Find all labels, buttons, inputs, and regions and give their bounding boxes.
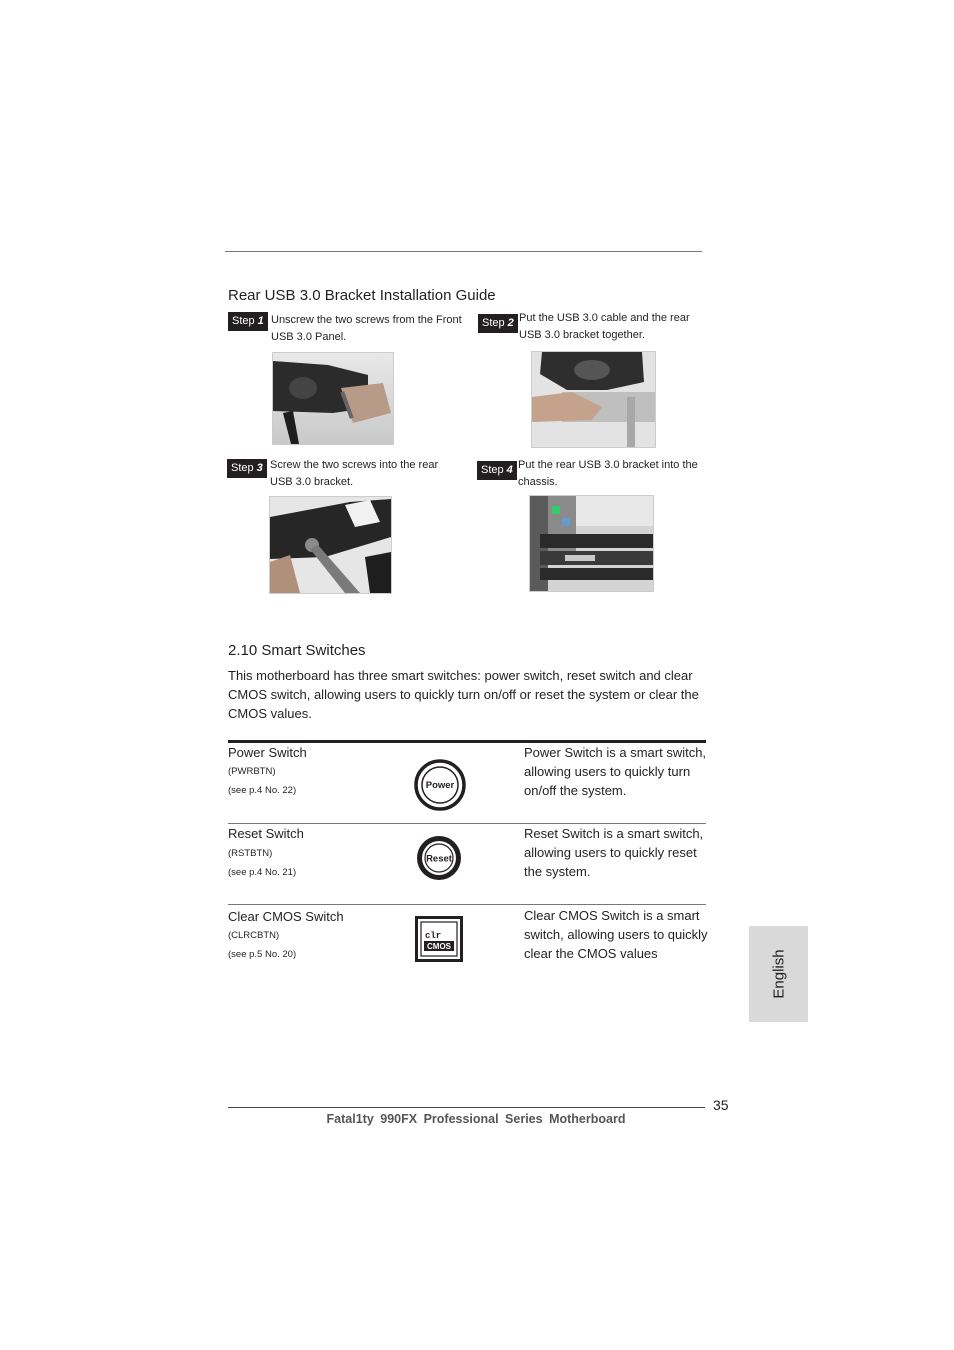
- clear-cmos-switch-description: Clear CMOS Switch is a smart switch, allowing users to quickly clear the CMOS values: [524, 908, 708, 961]
- step-1-photo: [272, 352, 394, 445]
- step-badge-word: Step: [232, 315, 255, 327]
- power-switch-name: Power Switch: [228, 745, 307, 760]
- clear-cmos-switch-ref: (see p.5 No. 20): [228, 949, 297, 960]
- step-3-photo: [269, 496, 392, 594]
- footer-title: Fatal1ty 990FX Professional Series Motherboard: [326, 1112, 626, 1126]
- smart-switches-heading: 2.10 Smart Switches: [228, 642, 366, 659]
- reset-button-icon: [413, 834, 465, 882]
- clear-cmos-button-icon: [415, 916, 463, 962]
- step-badge-word: Step: [482, 317, 505, 329]
- step-2-photo: [531, 351, 656, 448]
- clear-cmos-icon-label-top: clr: [425, 931, 442, 941]
- usb-guide-heading: Rear USB 3.0 Bracket Installation Guide: [228, 287, 496, 304]
- power-button-icon-label: Power: [425, 780, 455, 791]
- language-tab-label: English: [770, 949, 787, 999]
- step-2-text: Put the USB 3.0 cable and the rear USB 3.0 bracket together.: [519, 312, 690, 341]
- step-2-badge: [478, 314, 518, 333]
- reset-switch-code: (RSTBTN): [228, 848, 273, 859]
- smart-switches-intro: This motherboard has three smart switches: power switch, reset switch and clear CMOS switch, allowing users to quickly turn on/off or reset the system or clear the CMOS values.: [228, 668, 699, 721]
- reset-button-icon-label: Reset: [426, 853, 452, 865]
- step-1-badge: [228, 312, 268, 331]
- step-badge-number: 4: [506, 464, 513, 476]
- step-badge-word: Step: [231, 462, 254, 474]
- reset-switch-name: Reset Switch: [228, 826, 304, 841]
- page-number: 35: [713, 1097, 729, 1113]
- step-4-badge: [477, 461, 517, 480]
- step-1-text: Unscrew the two screws from the Front USB 3.0 Panel.: [271, 314, 462, 343]
- clear-cmos-icon-label-bottom: CMOS: [427, 942, 451, 951]
- clear-cmos-switch-name: Clear CMOS Switch: [228, 909, 344, 924]
- header-rule: [225, 251, 702, 252]
- step-4-photo: [529, 495, 654, 592]
- step-3-badge: [227, 459, 267, 478]
- footer-rule: [228, 1107, 705, 1108]
- reset-switch-description: Reset Switch is a smart switch, allowing users to quickly reset the system.: [524, 826, 704, 879]
- step-4-text: Put the rear USB 3.0 bracket into the chassis.: [518, 459, 698, 488]
- step-badge-number: 2: [507, 317, 514, 329]
- language-tab: [749, 926, 808, 1022]
- power-switch-ref: (see p.4 No. 22): [228, 785, 297, 796]
- row-divider: [228, 904, 706, 905]
- step-badge-number: 3: [256, 462, 263, 474]
- step-badge-number: 1: [257, 315, 264, 327]
- power-switch-description: Power Switch is a smart switch, allowing users to quickly turn on/off the system.: [524, 745, 707, 798]
- clear-cmos-switch-code: (CLRCBTN): [228, 930, 280, 941]
- step-3-text: Screw the two screws into the rear USB 3.0 bracket.: [270, 459, 439, 488]
- reset-switch-ref: (see p.4 No. 21): [228, 867, 297, 878]
- power-button-icon: [414, 759, 466, 811]
- step-badge-word: Step: [481, 464, 504, 476]
- power-switch-code: (PWRBTN): [228, 766, 276, 777]
